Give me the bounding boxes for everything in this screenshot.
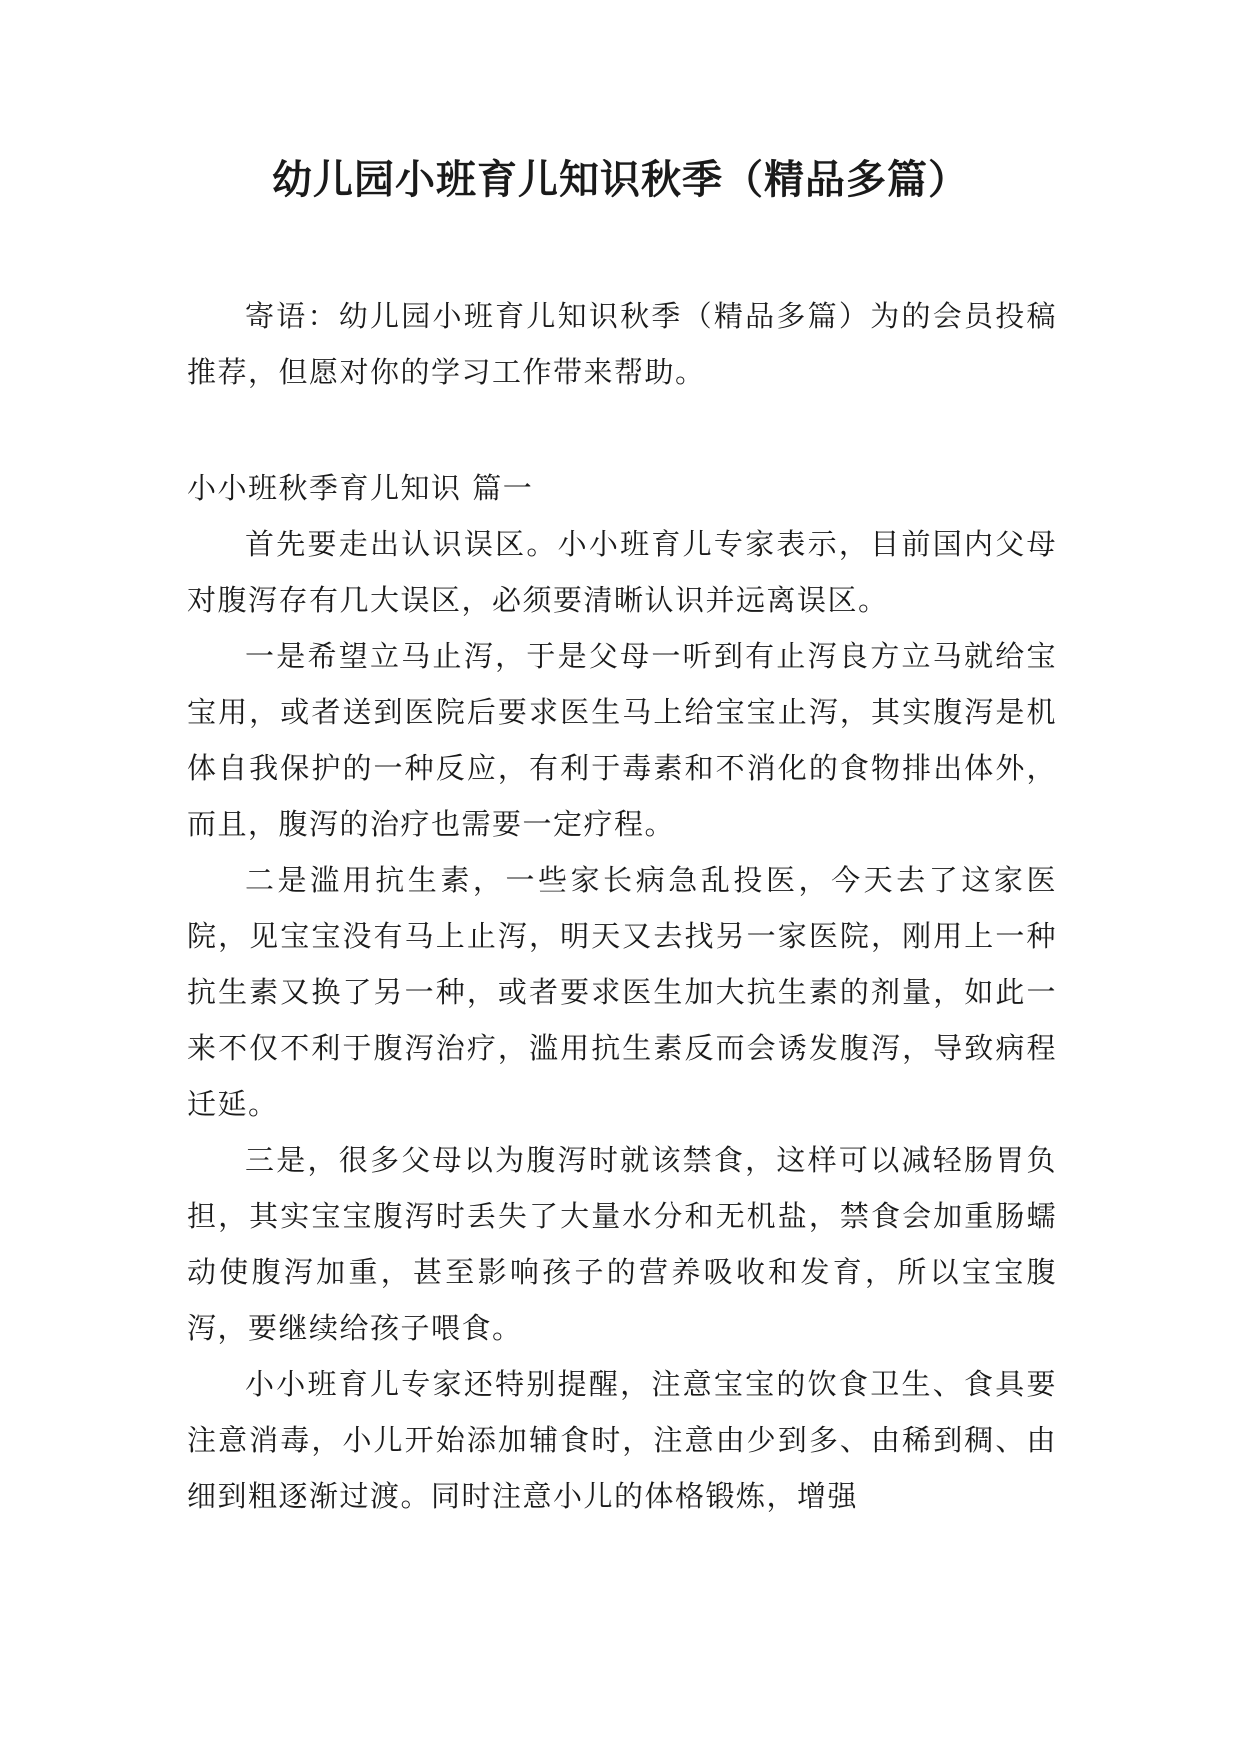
body-paragraph-1: 首先要走出认识误区。小小班育儿专家表示，目前国内父母对腹泻存有几大误区，必须要清晰认识并远离误区。 bbox=[187, 527, 1057, 617]
intro-block bbox=[187, 288, 1057, 400]
body-paragraph-4: 三是，很多父母以为腹泻时就该禁食，这样可以减轻肠胃负担，其实宝宝腹泻时丢失了大量水分和无机盐，禁食会加重肠蠕动使腹泻加重，甚至影响孩子的营养吸收和发育，所以宝宝腹泻，要继续给孩子喂食。 bbox=[187, 1143, 1057, 1345]
article-body bbox=[187, 460, 1057, 1524]
document-title: 幼儿园小班育儿知识秋季（精品多篇） bbox=[272, 157, 969, 203]
body-paragraph-5: 小小班育儿专家还特别提醒，注意宝宝的饮食卫生、食具要注意消毒，小儿开始添加辅食时，注意由少到多、由稀到稠、由细到粗逐渐过渡。同时注意小儿的体格锻炼，增强 bbox=[187, 1367, 1057, 1513]
body-paragraph-3: 二是滥用抗生素，一些家长病急乱投医，今天去了这家医院，见宝宝没有马上止泻，明天又去找另一家医院，刚用上一种抗生素又换了另一种，或者要求医生加大抗生素的剂量，如此一来不仅不利于腹泻治疗，滥用抗生素反而会诱发腹泻，导致病程迁延。 bbox=[187, 863, 1057, 1121]
intro-paragraph: 寄语：幼儿园小班育儿知识秋季（精品多篇）为的会员投稿推荐，但愿对你的学习工作带来帮助。 bbox=[187, 299, 1057, 389]
body-paragraph-2: 一是希望立马止泻，于是父母一听到有止泻良方立马就给宝宝用，或者送到医院后要求医生马上给宝宝止泻，其实腹泻是机体自我保护的一种反应，有利于毒素和不消化的食物排出体外，而且，腹泻的治疗也需要一定疗程。 bbox=[187, 639, 1057, 841]
section-heading: 小小班秋季育儿知识 篇一 bbox=[187, 471, 534, 505]
